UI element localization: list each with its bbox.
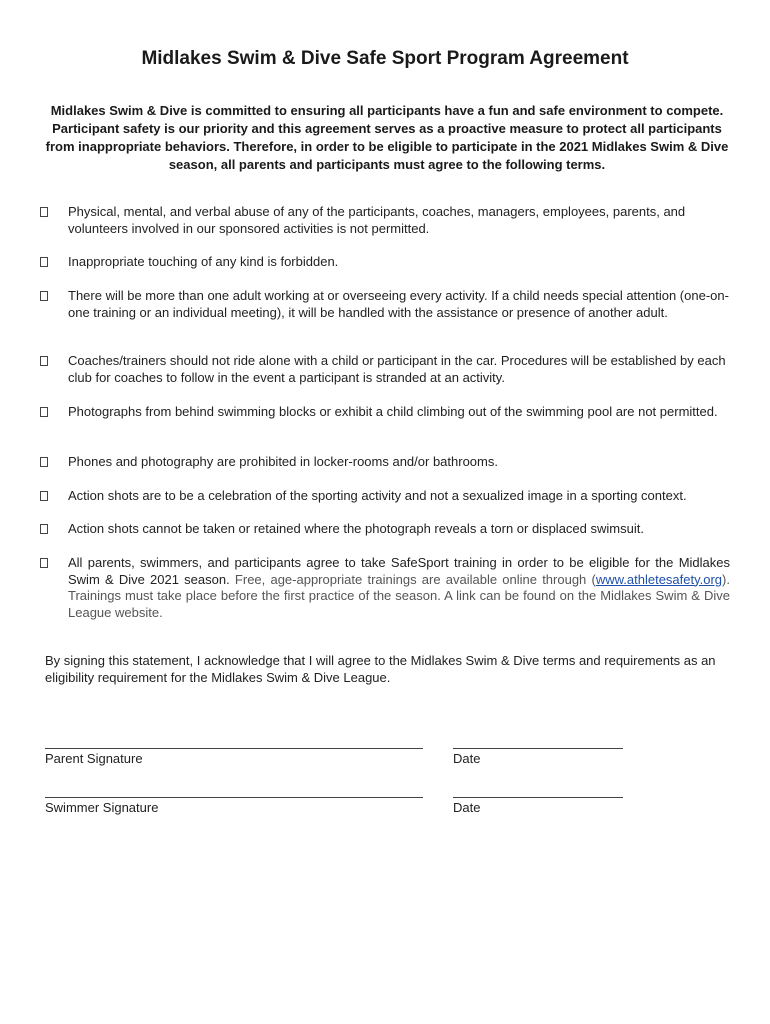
term-text-9 xyxy=(68,555,730,621)
term-item-3 xyxy=(40,288,730,321)
term-item-4 xyxy=(40,353,730,386)
checkbox-9[interactable] xyxy=(40,558,48,568)
term-item-8 xyxy=(40,521,730,538)
term-item-9 xyxy=(40,555,730,621)
checkbox-5[interactable] xyxy=(40,407,48,417)
swimmer-signature-label: Swimmer Signature xyxy=(45,800,159,815)
term-item-1 xyxy=(40,204,730,237)
parent-date-line[interactable] xyxy=(453,748,623,749)
swimmer-date-label: Date xyxy=(453,800,481,815)
acknowledgement-statement: By signing this statement, I acknowledge that I will agree to the Midlakes Swim & Dive terms and requirements as an eligibility requirement for the Midlakes Swim & Dive League. xyxy=(45,653,716,685)
term-text-2: Inappropriate touching of any kind is forbidden. xyxy=(68,254,339,269)
checkbox-8[interactable] xyxy=(40,524,48,534)
training-info-start: Free, age-appropriate trainings are available online through ( xyxy=(229,571,596,587)
checkbox-6[interactable] xyxy=(40,457,48,467)
checkbox-2[interactable] xyxy=(40,257,48,267)
safesport-requirement: All parents, swimmers, and participants agree to take SafeSport training in order to be eligible for the Midlakes Swim & Dive 2021 season. xyxy=(68,555,730,587)
athletesafety-link[interactable]: www.athletesafety.org xyxy=(595,571,723,587)
parent-date-label: Date xyxy=(453,751,481,766)
intro-paragraph: Midlakes Swim & Dive is committed to ensuring all participants have a fun and safe environment to compete. Participant safety is our priority and this agreement serves as a proactive measure to protect all participants from inappropriate behaviors. Therefore, in order to be eligible to participate in the 2021 Midlakes Swim & Dive season, all parents and participants must agree to the following terms. xyxy=(45,103,729,172)
term-text-7: Action shots are to be a celebration of the sporting activity and not a sexualized image in a sporting context. xyxy=(68,488,687,503)
document-title: Midlakes Swim & Dive Safe Sport Program Agreement xyxy=(141,48,629,69)
checkbox-1[interactable] xyxy=(40,207,48,217)
parent-signature-line[interactable] xyxy=(45,748,423,749)
checkbox-3[interactable] xyxy=(40,291,48,301)
term-text-5: Photographs from behind swimming blocks or exhibit a child climbing out of the swimming pool are not permitted. xyxy=(68,404,718,419)
parent-signature-label: Parent Signature xyxy=(45,751,143,766)
swimmer-date-line[interactable] xyxy=(453,797,623,798)
term-text-1: Physical, mental, and verbal abuse of any of the participants, coaches, managers, employees, parents, and volunteers involved in our sponsored activities is not permitted. xyxy=(68,204,686,236)
swimmer-signature-line[interactable] xyxy=(45,797,423,798)
term-text-6: Phones and photography are prohibited in locker-rooms and/or bathrooms. xyxy=(68,454,498,469)
term-item-5 xyxy=(40,404,730,421)
term-item-7 xyxy=(40,488,730,505)
training-info-end: ). Trainings must take place before the first practice of the season. A link can be found on the Midlakes Swim & Dive League website. xyxy=(68,571,730,620)
checkbox-7[interactable] xyxy=(40,491,48,501)
term-text-4: Coaches/trainers should not ride alone with a child or participant in the car. Procedures will be established by each club for coaches to follow in the event a participant is stranded at an activity. xyxy=(68,353,726,385)
term-text-8: Action shots cannot be taken or retained where the photograph reveals a torn or displaced swimsuit. xyxy=(68,521,644,536)
checkbox-4[interactable] xyxy=(40,356,48,366)
term-item-2 xyxy=(40,254,730,271)
term-text-3: There will be more than one adult working at or overseeing every activity. If a child needs special attention (one-on-one training or an individual meeting), it will be handled with the assistance or presence of another adult. xyxy=(68,288,729,320)
term-item-6 xyxy=(40,454,730,471)
